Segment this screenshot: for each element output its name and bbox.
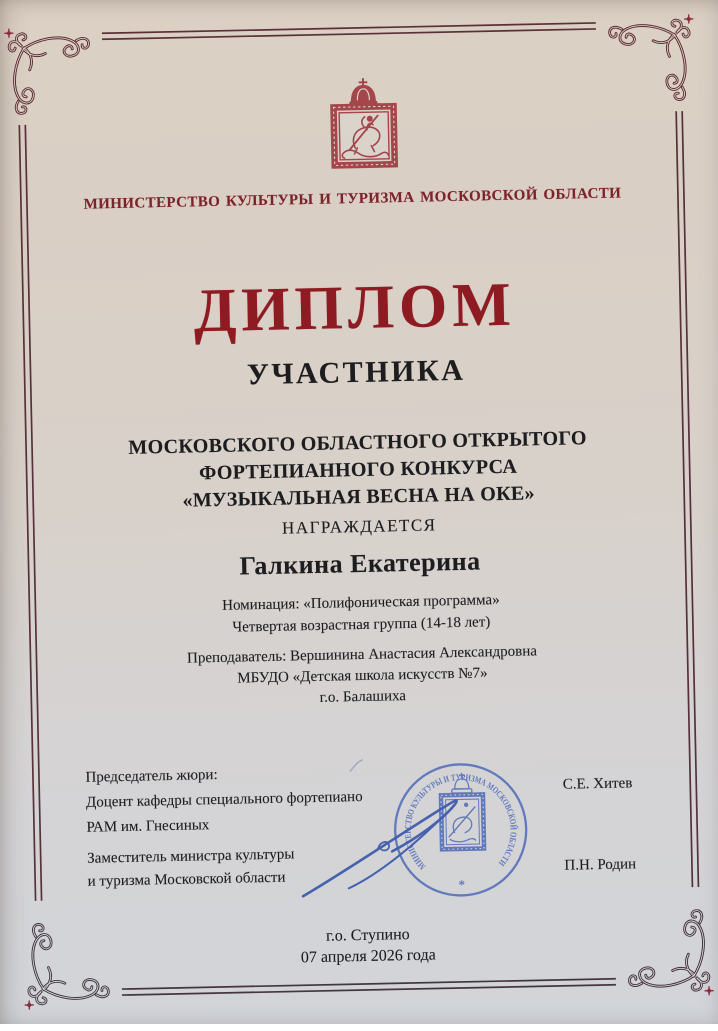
teacher-line: Преподаватель: Вершинина Анастасия Александровна — [186, 643, 538, 667]
issue-date: 07 апреля 2026 года — [300, 946, 436, 967]
border-lines-bottom — [122, 979, 616, 995]
minister-role-line: Заместитель министра культуры — [87, 846, 295, 867]
ministry-header: МИНИСТЕРСТВО КУЛЬТУРЫ И ТУРИЗМА МОСКОВСКОЙ ОБЛАСТИ — [83, 185, 622, 213]
teacher-line: г.о. Балашиха — [319, 688, 407, 706]
deputy-minister-name: П.Н. Родин — [564, 856, 637, 874]
competition-line: «МУЗЫКАЛЬНАЯ ВЕСНА НА ОКЕ» — [182, 482, 536, 512]
moscow-oblast-coat-of-arms-icon — [320, 77, 410, 173]
recipient-name: Галкина Екатерина — [239, 546, 481, 581]
seal-ring-text: МИНИСТЕРСТВО КУЛЬТУРЫ И ТУРИЗМА МОСКОВСКОЙ ОБЛАСТИ — [402, 771, 519, 872]
diploma-title: ДИПЛОМ — [193, 270, 517, 346]
corner-flourish-icon — [5, 28, 90, 114]
ministry-seal-stamp — [288, 728, 604, 936]
competition-name — [0, 422, 718, 518]
deputy-minister-role — [87, 843, 295, 893]
awarded-label: НАГРАЖДАЕТСЯ — [281, 515, 437, 538]
seal-ring — [394, 763, 528, 897]
nomination-line: Четвертая возрастная группа (14-18 лет) — [232, 614, 491, 636]
corner-flourish-icon — [609, 15, 694, 101]
jury-role-line: Доцент кафедры специального фортепиано — [85, 788, 363, 811]
jury-chair-name: С.Е. Хитев — [562, 775, 633, 793]
jury-role-line: Председатель жюри: — [85, 767, 218, 786]
competition-line: ФОРТЕПИАННОГО КОНКУРСА — [198, 455, 518, 485]
competition-line: МОСКОВСКОГО ОБЛАСТНОГО ОТКРЫТОГО — [128, 427, 587, 459]
nomination-line: Номинация: «Полифоническая программа» — [222, 592, 500, 614]
jury-role-line: РАМ им. Гнесиных — [86, 817, 210, 836]
border-lines-top — [102, 23, 596, 39]
seal-bottom-mark: * — [458, 876, 466, 892]
diploma-subtitle: УЧАСТНИКА — [246, 353, 466, 392]
minister-role-line: и туризма Московской области — [87, 869, 286, 890]
teacher-line: МБУДО «Детская школа искусств №7» — [237, 665, 488, 687]
issue-place: г.о. Ступино — [325, 926, 410, 945]
